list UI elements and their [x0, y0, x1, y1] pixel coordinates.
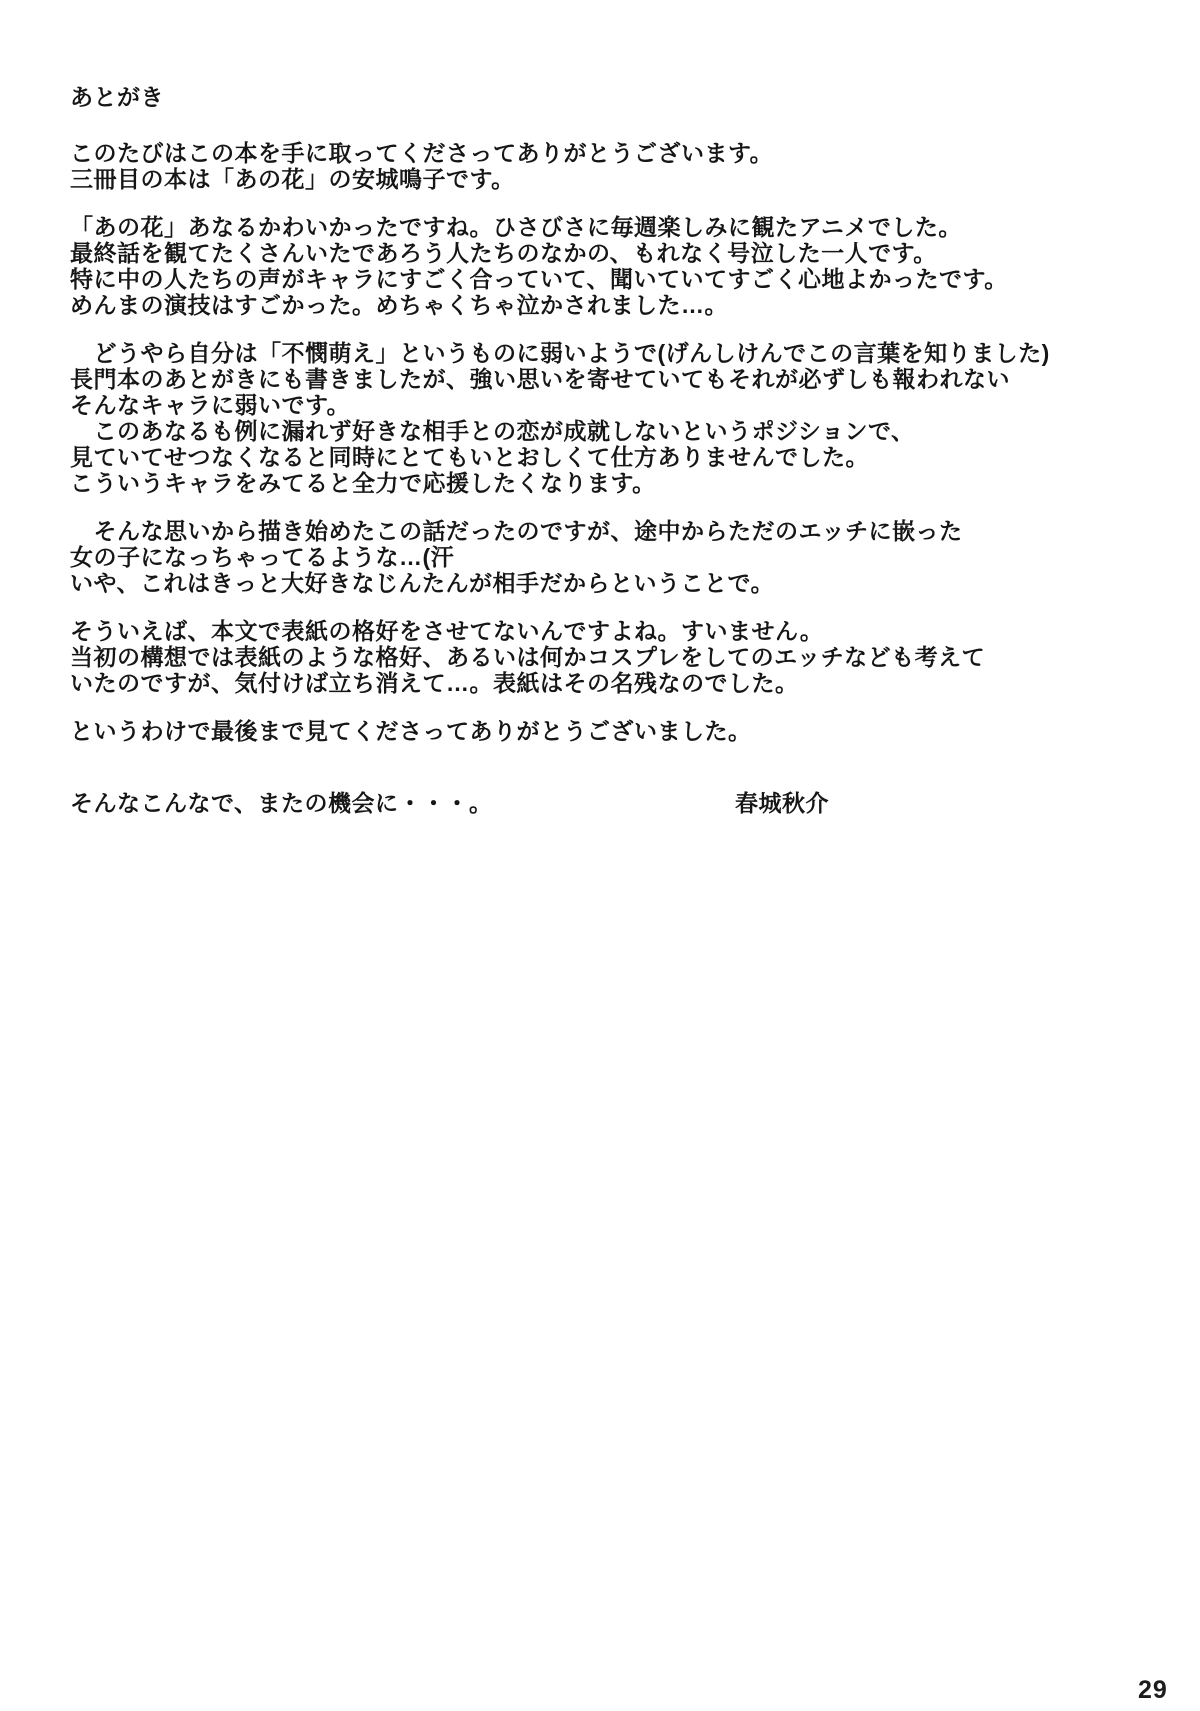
text-line: このあなるも例に漏れず好きな相手との恋が成就しないというポジションで、	[70, 418, 915, 444]
paragraph-anime-impressions	[70, 214, 1150, 318]
page-number: 29	[1138, 1676, 1168, 1704]
text-line: こういうキャラをみてると全力で応援したくなります。	[70, 470, 656, 496]
text-line: そんな思いから描き始めたこの話だったのですが、途中からただのエッチに嵌った	[70, 518, 963, 544]
text-line: 三冊目の本は「あの花」の安城鳴子です。	[70, 166, 515, 192]
author-name: 春城秋介	[735, 790, 829, 816]
paragraph-cover-apology	[70, 618, 1150, 696]
paragraph-story-notes	[70, 518, 1150, 596]
text-line: そんなキャラに弱いです。	[70, 392, 351, 418]
afterword-content	[70, 84, 1150, 816]
text-line: 女の子になっちゃってるような…(汗	[70, 544, 455, 570]
text-line: 特に中の人たちの声がキャラにすごく合っていて、聞いていてすごく心地よかったです。	[70, 266, 1008, 292]
page-title: あとがき	[70, 84, 164, 110]
text-line: どうやら自分は「不憫萌え」というものに弱いようで(げんしけんでこの言葉を知りました)	[70, 340, 1050, 366]
text-line: いたのですが、気付けば立ち消えて…。表紙はその名残なのでした。	[70, 670, 799, 696]
text-line: そういえば、本文で表紙の格好をさせてないんですよね。すいません。	[70, 618, 824, 644]
text-line: 長門本のあとがきにも書きましたが、強い思いを寄せていてもそれが必ずしも報われない	[70, 366, 1010, 392]
closing-message: そんなこんなで、またの機会に・・・。	[70, 790, 493, 816]
paragraph-final-thanks	[70, 718, 1150, 744]
paragraph-character-feelings	[70, 340, 1150, 496]
paragraph-thanks	[70, 140, 1150, 192]
text-line: 「あの花」あなるかわいかったですね。ひさびさに毎週楽しみに観たアニメでした。	[70, 214, 962, 240]
closing-line	[70, 790, 1150, 816]
text-line: というわけで最後まで見てくださってありがとうございました。	[70, 718, 752, 744]
text-line: このたびはこの本を手に取ってくださってありがとうございます。	[70, 140, 774, 166]
text-line: めんまの演技はすごかった。めちゃくちゃ泣かされました…。	[70, 292, 728, 318]
text-line: 当初の構想では表紙のような格好、あるいは何かコスプレをしてのエッチなども考えて	[70, 644, 986, 670]
text-line: 最終話を観てたくさんいたであろう人たちのなかの、もれなく号泣した一人です。	[70, 240, 937, 266]
text-line: いや、これはきっと大好きなじんたんが相手だからということで。	[70, 570, 775, 596]
text-line: 見ていてせつなくなると同時にとてもいとおしくて仕方ありませんでした。	[70, 444, 869, 470]
